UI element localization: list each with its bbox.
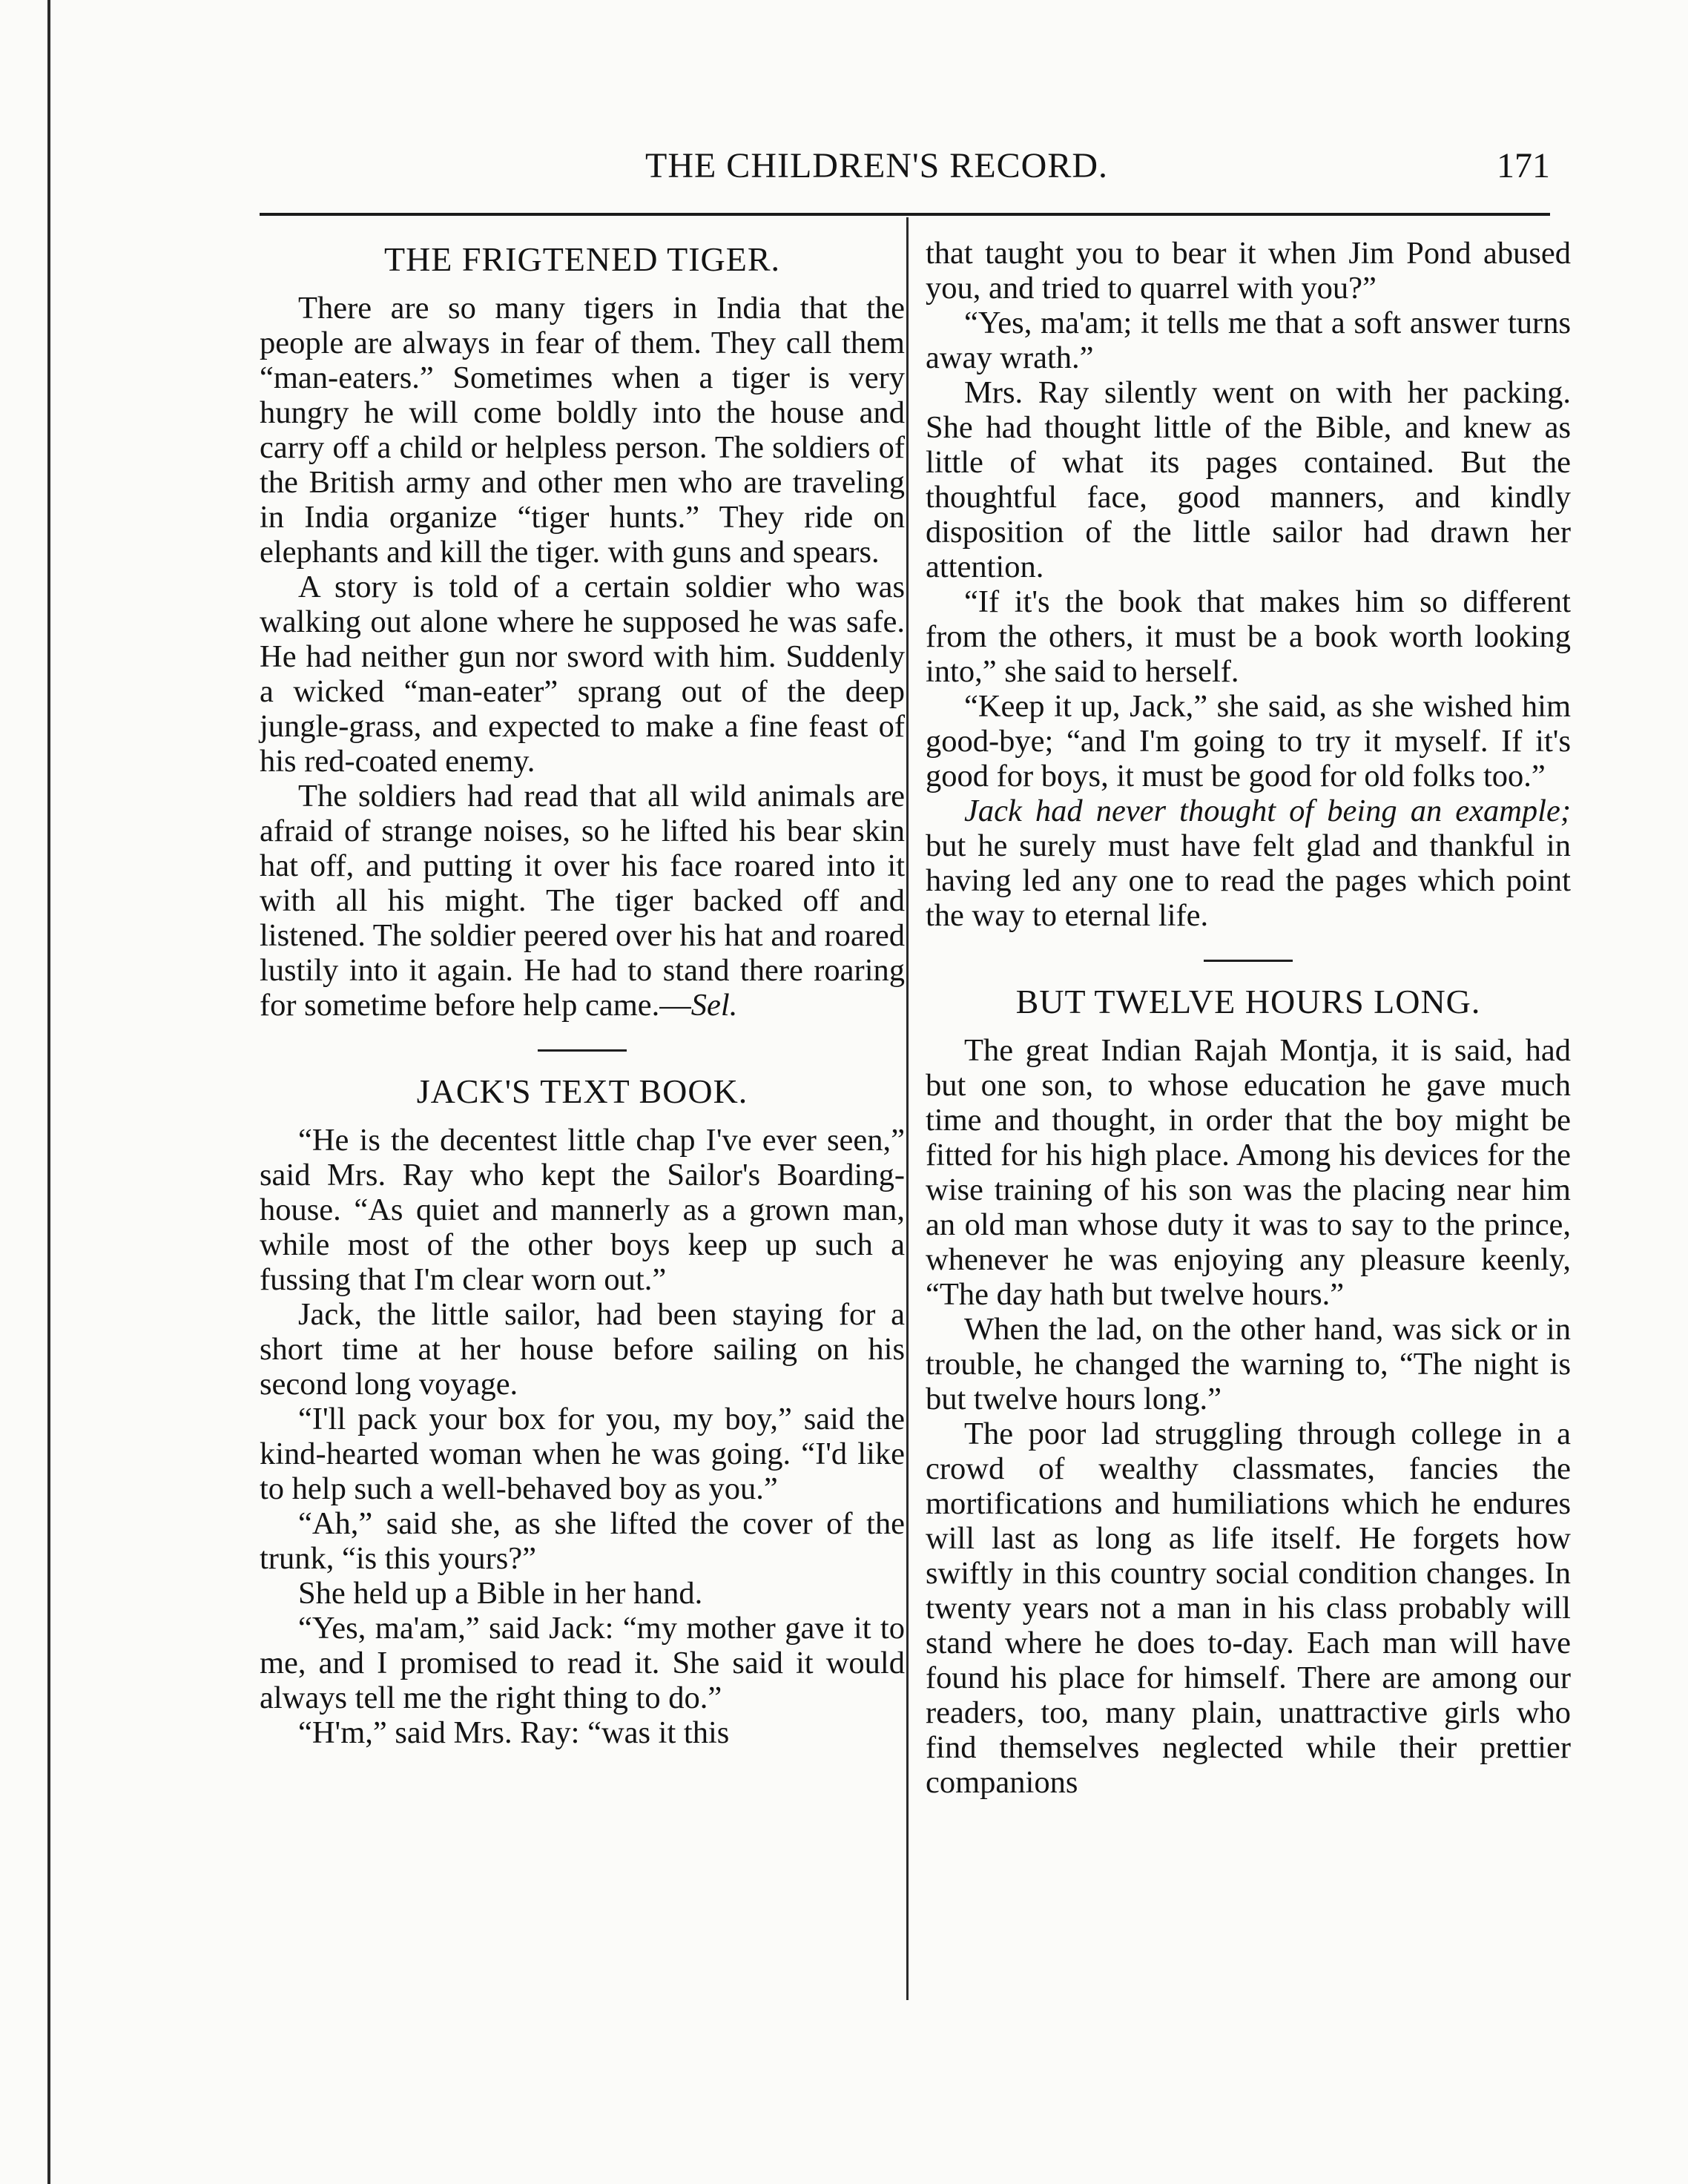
paragraph: The poor lad struggling through college in a crowd of wealthy classmates, fancies the mortifications and humiliations which he endures will last as long as life itself. He forgets how swiftly in this country social condition changes. In twenty years not a man in his class probably will stand where he does to-day. Each man will have found his place for himself. There are among our readers, too, many plain, unattractive girls who find themselves neglected while their prettier companions xyxy=(926,1416,1571,1800)
paragraph: The great Indian Rajah Montja, it is said, had but one son, to whose education he gave much time and thought, in order that the boy might be fitted for his high place. Among his devices for the wise training of his son was the placing near him an old man whose duty it was to say to the prince, whenever he was enjoying any pleasure keenly, “The day hath but twelve hours.” xyxy=(926,1033,1571,1312)
paragraph: There are so many tigers in India that the people are always in fear of them. They call them “man-eaters.” Sometimes when a tiger is very hungry he will come boldly into the house and carry off a child or helpless person. The soldiers of the British army and other men who are traveling in India organize “tiger hunts.” They ride on elephants and kill the tiger. with guns and spears. xyxy=(260,291,905,570)
left-column xyxy=(260,236,905,1750)
paragraph: “Ah,” said she, as she lifted the cover of the trunk, “is this yours?” xyxy=(260,1506,905,1576)
article-heading-jack: JACK'S TEXT BOOK. xyxy=(416,1072,748,1110)
running-header xyxy=(260,145,1550,205)
paragraph: “He is the decentest little chap I've ever seen,” said Mrs. Ray who kept the Sailor's Boarding-house. “As quiet and mannerly as a grown man, while most of the other boys keep up such a fussing that I'm clear worn out.” xyxy=(260,1123,905,1297)
article-heading-hours: BUT TWELVE HOURS LONG. xyxy=(1015,983,1481,1020)
journal-title: THE CHILDREN'S RECORD. xyxy=(645,146,1108,185)
paragraph xyxy=(926,794,1571,933)
paragraph: Jack, the little sailor, had been staying for a short time at her house before sailing on his second long voyage. xyxy=(260,1297,905,1402)
paragraph-continued: that taught you to bear it when Jim Pond abused you, and tried to quarrel with you?” xyxy=(926,236,1571,306)
paragraph-text: The soldiers had read that all wild animals are afraid of strange noises, so he lifted his bear skin hat off, and putting it over his face roared into it with all his might. The tiger backed off and listened. The soldier peered over his hat and roared lustily into it again. He had to stand there roaring for sometime before help came.— xyxy=(260,779,905,1023)
column-divider xyxy=(906,217,909,2000)
paragraph: “Yes, ma'am,” said Jack: “my mother gave it to me, and I promised to read it. She said it would always tell me the right thing to do.” xyxy=(260,1611,905,1715)
paragraph: A story is told of a certain soldier who was walking out alone where he supposed he was safe. He had neither gun nor sword with him. Suddenly a wicked “man-eater” sprang out of the deep jungle-grass, and expected to make a fine feast of his red-coated enemy. xyxy=(260,570,905,779)
paragraph: When the lad, on the other hand, was sick or in trouble, he changed the warning to, “The night is but twelve hours long.” xyxy=(926,1312,1571,1416)
section-separator xyxy=(1204,960,1293,962)
paragraph: She held up a Bible in her hand. xyxy=(298,1576,703,1611)
page-edge-line xyxy=(47,0,50,2184)
source-signature: Sel. xyxy=(690,988,738,1023)
article-heading-tiger: THE FRIGTENED TIGER. xyxy=(383,240,781,278)
paragraph: “If it's the book that makes him so different from the others, it must be a book worth looking into,” she said to herself. xyxy=(926,584,1571,689)
paragraph: “Keep it up, Jack,” she said, as she wished him good-bye; “and I'm going to try it myself. If it's good for boys, it must be good for old folks too.” xyxy=(926,689,1571,794)
paragraph: “Yes, ma'am; it tells me that a soft answer turns away wrath.” xyxy=(926,306,1571,375)
header-rule xyxy=(260,213,1550,216)
paragraph: Mrs. Ray silently went on with her packing. She had thought little of the Bible, and knew as little of what its pages contained. But the thoughtful face, good manners, and kindly disposition of the little sailor had drawn her attention. xyxy=(926,375,1571,584)
paragraph: “I'll pack your box for you, my boy,” said the kind-hearted woman when he was going. “I'd like to help such a well-behaved boy as you.” xyxy=(260,1402,905,1506)
paragraph-text: but he surely must have felt glad and thankful in having led any one to read the pages which point the way to eternal life. xyxy=(926,828,1571,933)
right-column xyxy=(926,236,1571,1800)
section-separator xyxy=(538,1049,627,1052)
paragraph: “H'm,” said Mrs. Ray: “was it this xyxy=(298,1715,730,1750)
italic-text: Jack had never thought of being an example; xyxy=(964,794,1571,828)
paragraph xyxy=(260,779,905,1023)
page-number: 171 xyxy=(1497,146,1550,185)
